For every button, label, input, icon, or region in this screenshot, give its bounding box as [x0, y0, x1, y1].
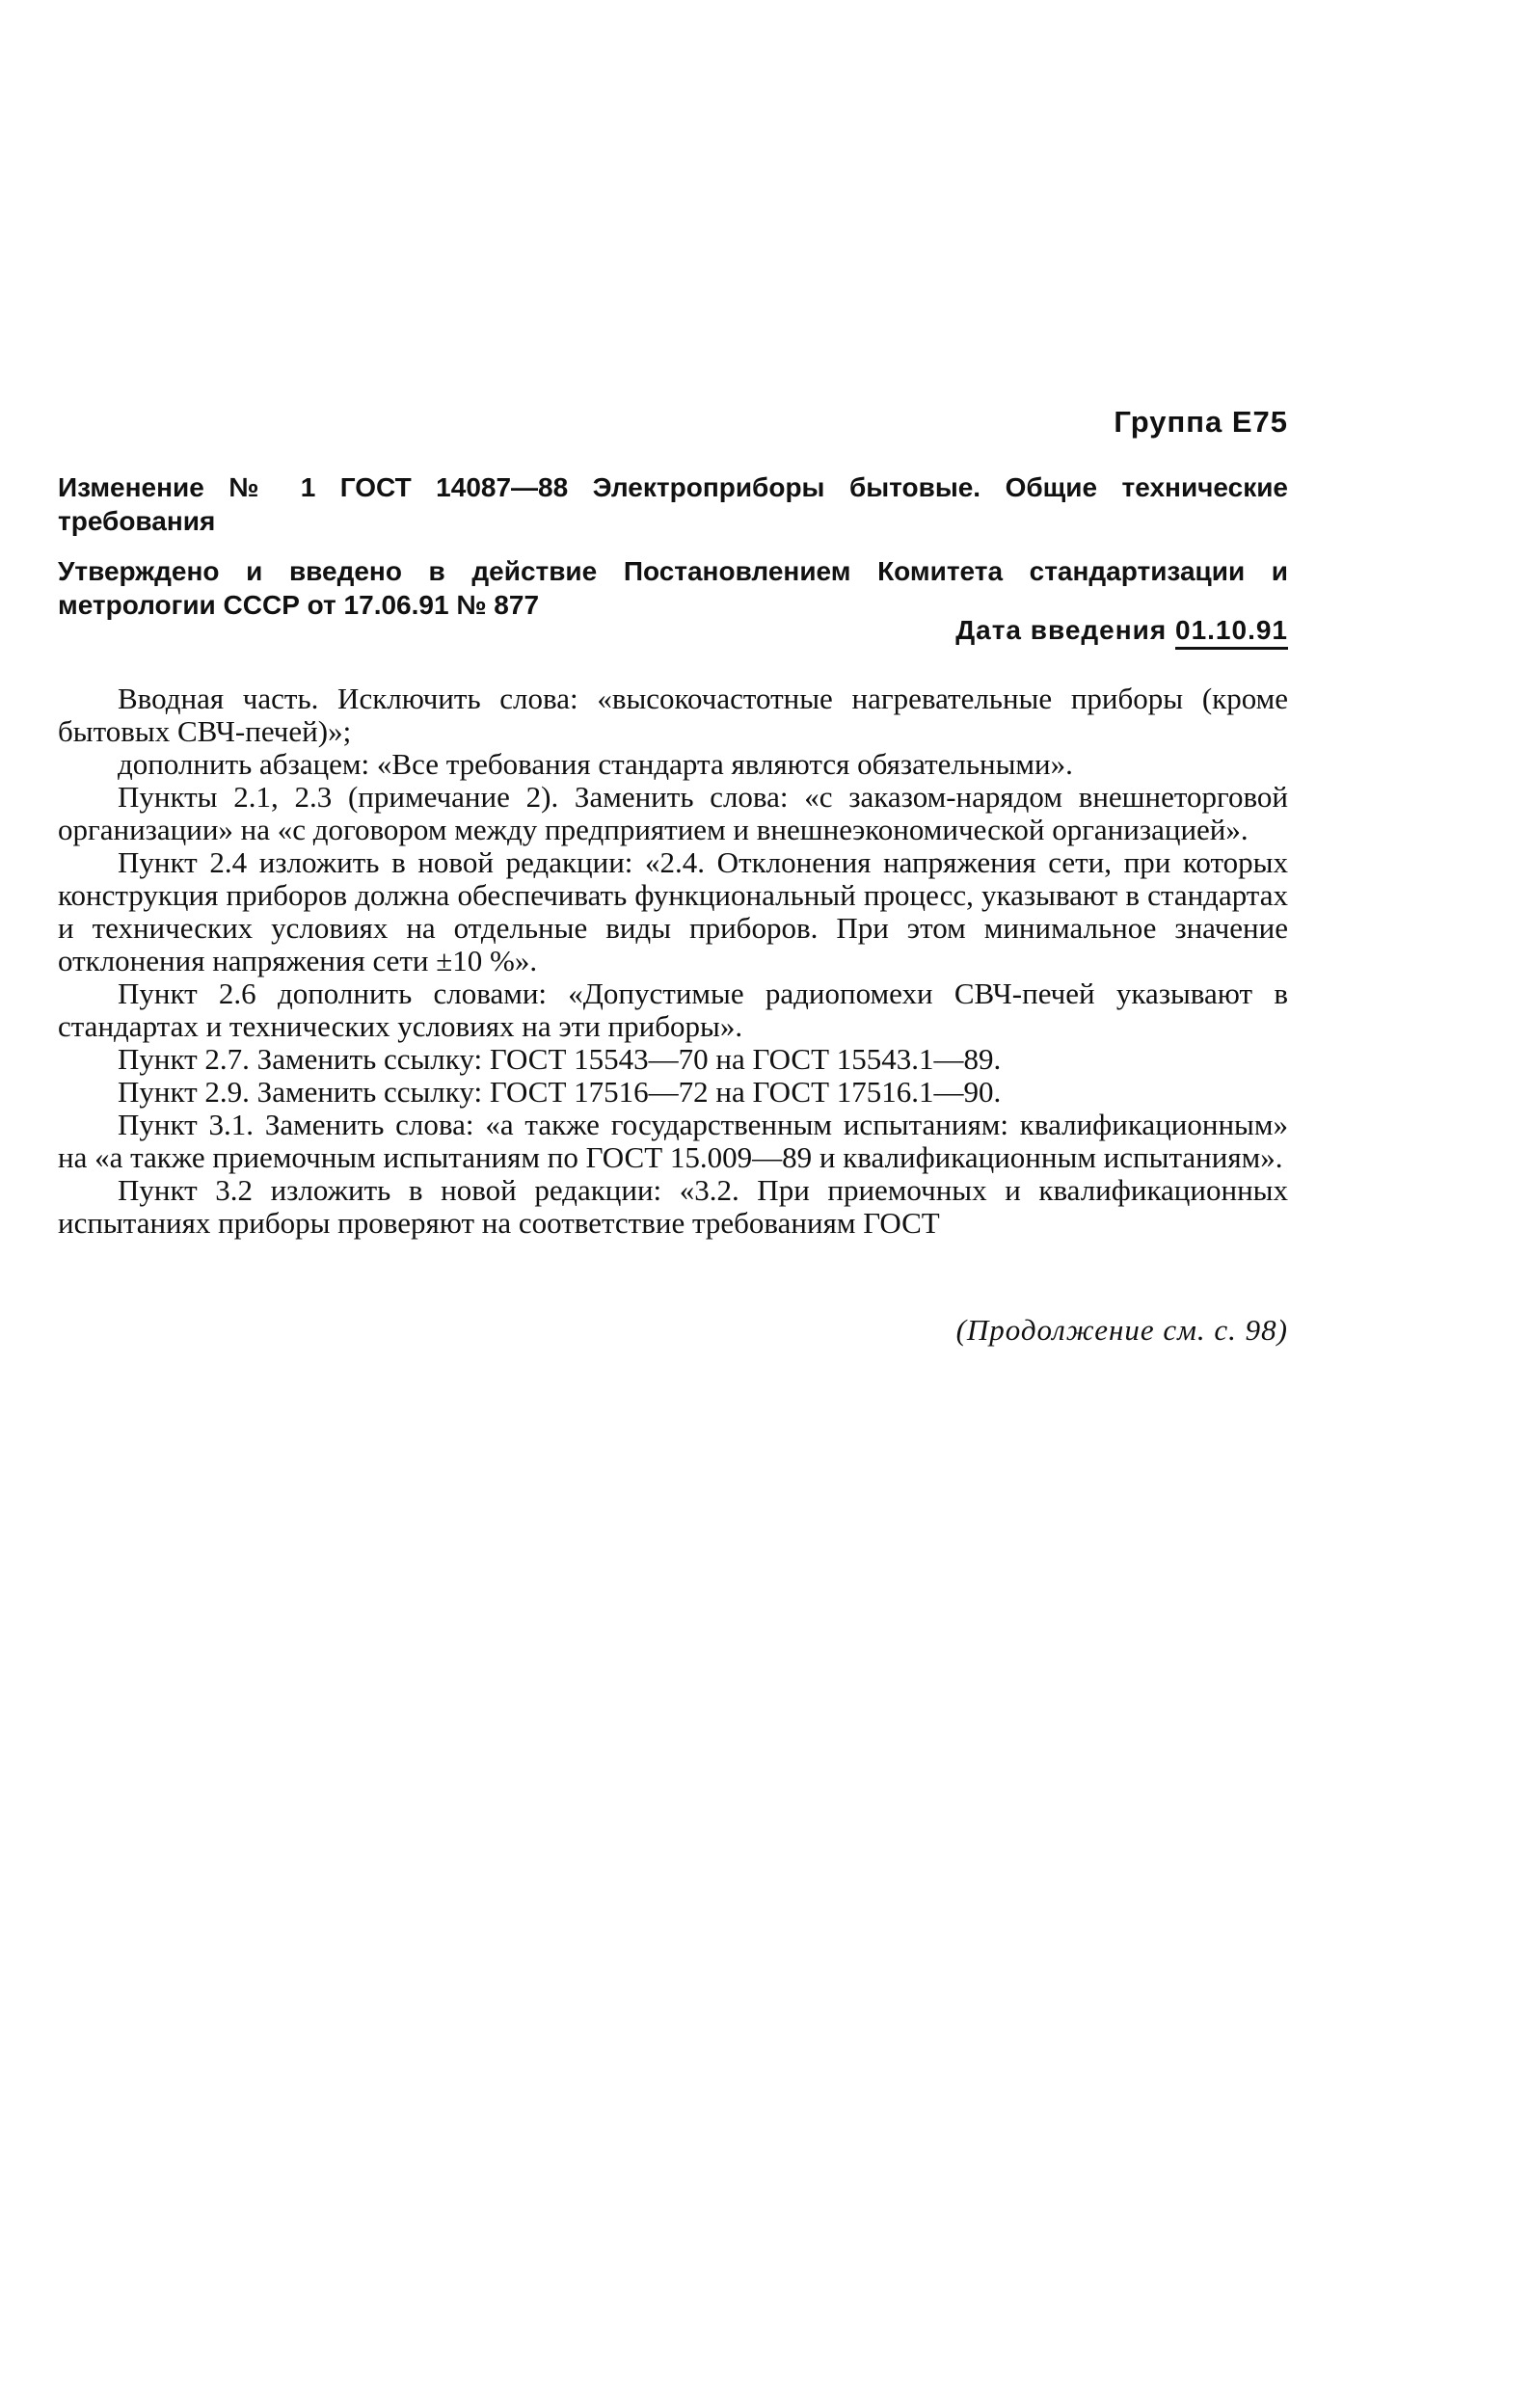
group-code: Группа Е75: [1114, 405, 1288, 439]
intro-date: [955, 615, 1288, 646]
change-title: Изменение № 1 ГОСТ 14087—88 Электроприборы бытовые. Общие технические требования: [58, 472, 1288, 536]
paragraph-item-2-4: Пункт 2.4 изложить в новой редакции: «2.4. Отклонения напряжения сети, при которых конструкция приборов должна обеспечивать функциональный процесс, указывают в стандартах и технических условиях на отдельные виды приборов. При этом минимальное значение отклонения напряжения сети ±10 %».: [58, 845, 1288, 977]
paragraph-intro-part: Вводная часть. Исключить слова: «высокочастотные нагревательные приборы (кроме бытовых СВЧ-печей)»;: [58, 682, 1288, 748]
paragraph-item-3-1: Пункт 3.1. Заменить слова: «а также государственным испытаниям: квалификационным» на «а также приемочным испытаниям по ГОСТ 15.009—89 и квалификационным испытаниям».: [58, 1108, 1288, 1174]
body-text: [58, 682, 1288, 1240]
continuation-note: (Продолжение см. с. 98): [955, 1313, 1288, 1347]
intro-date-label: Дата введения: [955, 615, 1168, 645]
approval-statement: Утверждено и введено в действие Постановлением Комитета стандартизации и метрологии СССР от 17.06.91 № 877: [58, 556, 1288, 620]
paragraph-item-3-2: Пункт 3.2 изложить в новой редакции: «3.2. При приемочных и квалификационных испытаниях приборы проверяют на соответствие требованиям ГОСТ: [58, 1173, 1288, 1240]
paragraph-items-2-1-2-3: Пункты 2.1, 2.3 (примечание 2). Заменить слова: «с заказом-нарядом внешнеторговой организации» на «с договором между предприятием и внешнеэкономической организацией».: [58, 780, 1288, 846]
paragraph-item-2-9: Пункт 2.9. Заменить ссылку: ГОСТ 17516—72 на ГОСТ 17516.1—90.: [118, 1075, 1002, 1109]
paragraph-item-2-6: Пункт 2.6 дополнить словами: «Допустимые радиопомехи СВЧ-печей указывают в стандартах и технических условиях на эти приборы».: [58, 977, 1288, 1043]
paragraph-add-clause: дополнить абзацем: «Все требования стандарта являются обязательными».: [118, 747, 1073, 781]
intro-date-value: 01.10.91: [1175, 615, 1288, 645]
paragraph-item-2-7: Пункт 2.7. Заменить ссылку: ГОСТ 15543—70 на ГОСТ 15543.1—89.: [118, 1042, 1002, 1076]
